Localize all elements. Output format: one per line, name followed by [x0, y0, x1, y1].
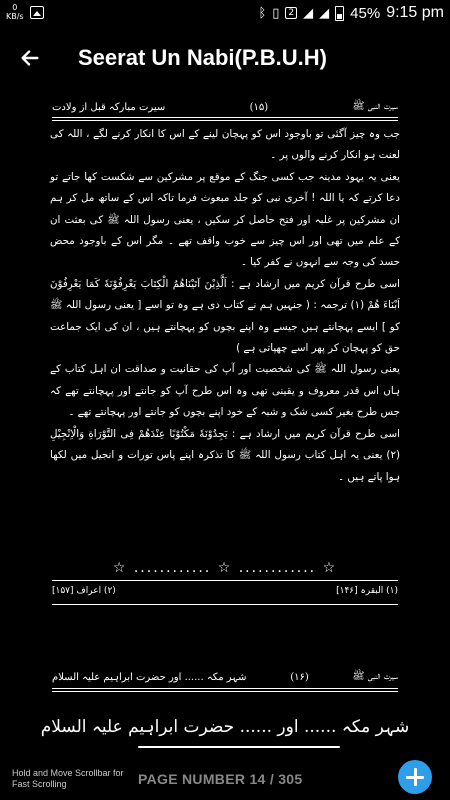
header-rule: [52, 688, 398, 689]
footnotes: [52, 586, 398, 596]
battery-icon: [335, 6, 344, 21]
plus-icon: [406, 768, 424, 786]
network-speed-value: 0: [12, 3, 18, 12]
paragraph: اسی طرح قرآن کریم میں ارشاد ہے : یَجِدُوْنَهٗ مَکْتُوْبًا عِنْدَھُمْ فِی التَّوْرَاةِ وَالْاِنْجِیْلِ (۲) یعنی یہ اہل کتاب رسول اللہ ﷺ کا تذکرہ اپنے پاس تورات و انجیل میں لکھا ہوا پاتے ہیں ۔: [50, 427, 400, 483]
add-button[interactable]: [398, 760, 432, 794]
header-rule-2: [52, 691, 398, 692]
sim-slot-badge: 2: [285, 7, 297, 19]
header-chapter: سیرت مبارکہ قبل از ولادت: [52, 101, 166, 113]
clock: 9:15 pm: [386, 4, 444, 21]
header-rule: [52, 117, 398, 118]
paragraph: اسی طرح قرآن کریم میں ارشاد ہے : اَلَّذِیْنَ آتَیْنَاھُمُ الْکِتَابَ یَعْرِفُوْنَهٗ کَمَا یَعْرِفُوْنَ اَبْنَاءَ ھُمْ (۱) ترجمہ : ( جنہیں ہم نے کتاب دی ہے وہ تو اسے [ یعنی رسول اللہ ﷺ کو ] ایسے پہچانتے ہیں جیسے وہ اپنے بچوں کو پہچانتے ہیں ، ان کی ایک جماعت حق کو پہچان کر پھر اسے چھپاتی ہے ): [50, 277, 400, 355]
header-page-number: (۱۵): [249, 101, 269, 113]
header-book-title: سیرت النبی ﷺ: [352, 101, 398, 112]
paragraph: جب وہ چیز آگئی تو باوجود اس کو پہچان لینے کے اس کا انکار کرنے لگے ، اللہ کی لعنت ہو انکار کرنے والوں پر ۔: [50, 128, 400, 162]
header-chapter: شہر مکہ ...... اور حضرت ابراہیم علیہ السلام: [52, 671, 247, 683]
paragraph: یعنی یہ یہود مدینہ جب کسی جنگ کے موقع پر مشرکین سے شکست کھا جاتے تو دعا کرتے کہ یا اللہ ! آخری نبی کو جلد مبعوث فرما تاکہ اس کے ساتھ مل کر ہم ان مشرکین پر غلبہ اور فتح حاصل کر سکیں ، یعنی رسول اللہ ﷺ کی بعثت ان کے علم میں تھی اور اس چیز سے خوب واقف تھے ۔ مگر اس کے باوجود محض حسد کی وجہ سے انہوں نے کفر کیا ۔: [50, 170, 400, 269]
footnote: (۱) البقرہ [۱۴۶]: [336, 586, 398, 596]
network-speed-unit: KB/s: [6, 12, 24, 21]
battery-percent: 45%: [350, 4, 381, 22]
header-rule-2: [52, 120, 398, 121]
signal-icon: ◢: [303, 5, 314, 21]
page-header: [52, 96, 398, 118]
back-button[interactable]: [0, 30, 60, 86]
page-number-indicator: PAGE NUMBER 14 / 305: [138, 771, 303, 787]
page-title: Seerat Un Nabi(P.B.U.H): [78, 45, 327, 70]
header-book-title: سیرت النبی ﷺ: [352, 671, 398, 682]
footnote-rule: [52, 580, 398, 581]
chapter-title: شہر مکہ ...... اور ...... حضرت ابراہیم علیہ السلام: [40, 717, 410, 737]
status-bar: [0, 0, 450, 30]
paragraph: یعنی رسول اللہ ﷺ کی شخصیت اور آپ کی حقانیت و صداقت ان اہل کتاب کے ہاں اس قدر معروف و یقینی تھی وہ اس طرح آپ کو جانتے اور پہچانتے تھے کہ جس طرح بغیر کسی شک و شبہ کے خود اپنے بچوں کو جانتے اور پہچانتے تھے ۔: [50, 363, 400, 419]
bluetooth-icon: ᛒ: [258, 5, 267, 21]
network-speed: [6, 3, 24, 21]
image-notification-icon: [30, 6, 44, 19]
signal-icon-2: ◢: [319, 5, 330, 21]
chapter-title-underline: [138, 746, 340, 748]
next-page-header: [52, 666, 398, 688]
footnote: (۲) اعراف [۱۵۷]: [52, 586, 116, 596]
header-page-number: (۱۶): [290, 671, 309, 683]
section-divider-stars: ☆ ............ ☆ ............ ☆: [112, 560, 338, 576]
footnote-rule-bottom: [52, 604, 398, 605]
book-page[interactable]: [18, 92, 432, 737]
vibrate-icon: ▯: [272, 5, 280, 21]
app-bar: [0, 30, 450, 86]
scroll-hint: Hold and Move Scrollbar for Fast Scrolling: [12, 768, 124, 789]
back-arrow-icon: [19, 47, 41, 69]
page-body: [50, 124, 400, 488]
